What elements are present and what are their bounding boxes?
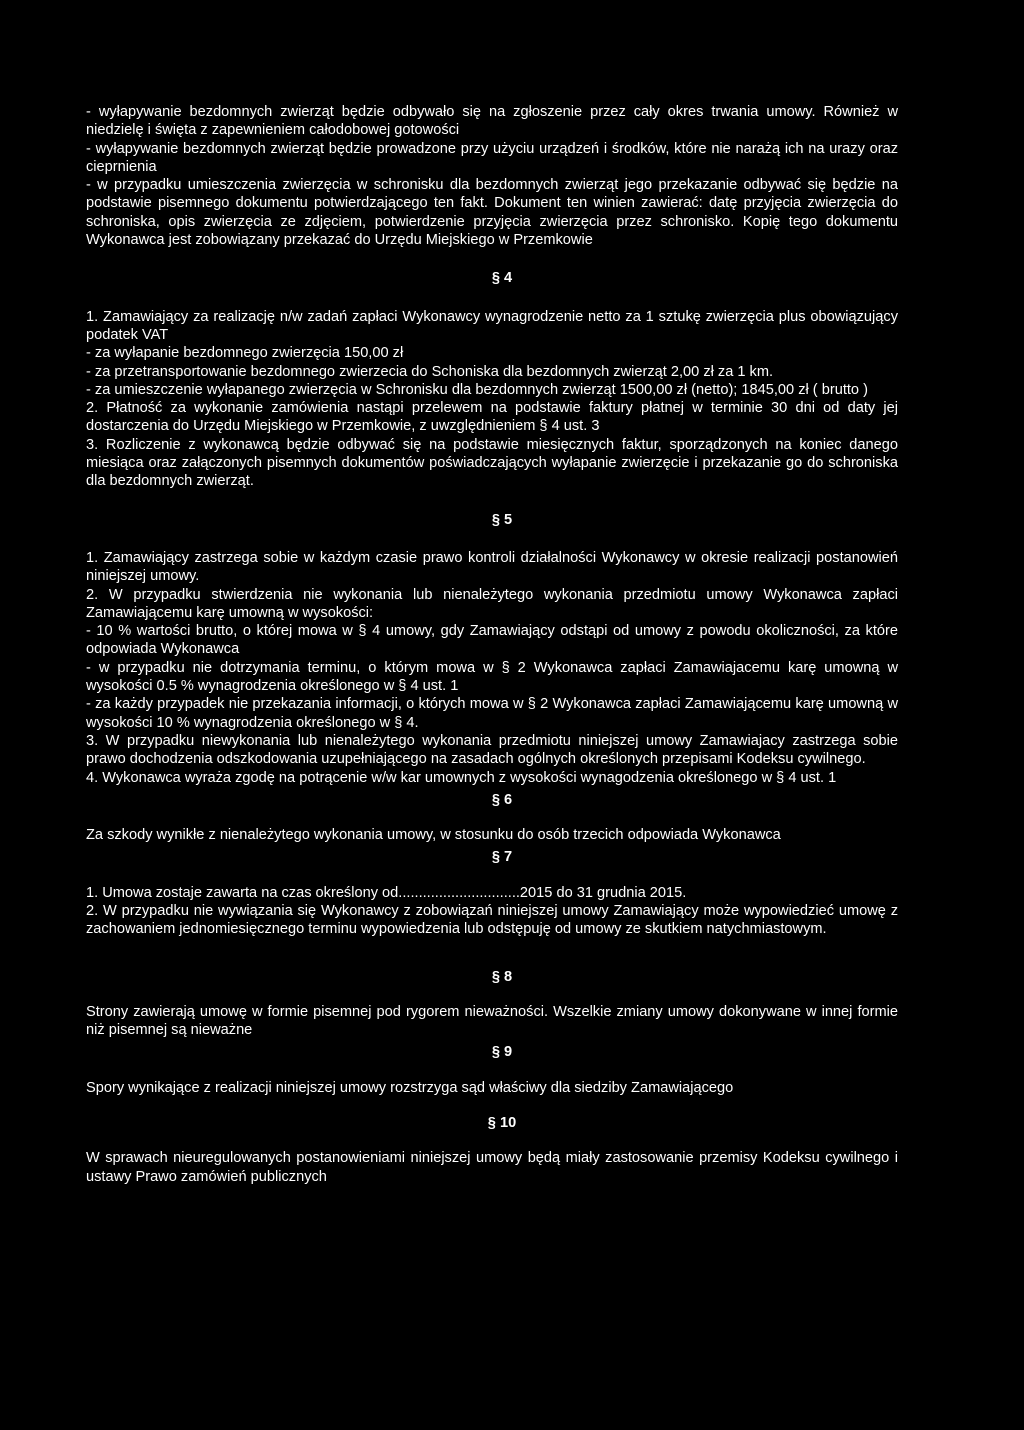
section-8-paragraph: Strony zawierają umowę w formie pisemnej pod rygorem nieważności. Wszelkie zmiany umowy dokonywane w innej formie niż pisemnej są nieważne <box>86 1003 898 1039</box>
section-4-paragraph: - za przetransportowanie bezdomnego zwierzecia do Schoniska dla bezdomnych zwierząt 2,00 zł za 1 km. <box>86 363 774 380</box>
section-4-paragraph: 3. Rozliczenie z wykonawcą będzie odbywać się na podstawie miesięcznych faktur, sporządzonych na koniec danego miesiąca oraz załączonych pisemnych dokumentów poświadczających wyłapanie zwierzęcie i przekazanie go do schroniska dla bezdomnych zwierząt. <box>86 436 898 490</box>
section-5-paragraph: - za każdy przypadek nie przekazania informacji, o których mowa w § 2 Wykonawca zapłaci Zamawiającemu karę umowną w wysokości 10 % wynagrodzenia określonego w § 4. <box>86 696 898 731</box>
intro-paragraph: - wyłapywanie bezdomnych zwierząt będzie odbywało się na zgłoszenie przez cały okres trwania umowy. Również w niedzielę i święta z zapewnieniem całodobowej gotowości <box>86 104 898 139</box>
intro-paragraph: - wyłapywanie bezdomnych zwierząt będzie prowadzone przy użyciu urządzeń i środków, które nie narażą ich na urazy oraz cieprnienia <box>86 140 898 175</box>
section-heading-5: § 5 <box>491 511 513 528</box>
section-6-paragraph: Za szkody wynikłe z nienależytego wykonania umowy, w stosunku do osób trzecich odpowiada Wykonawca <box>86 827 781 844</box>
section-9-paragraph: Spory wynikające z realizacji niniejszej umowy rozstrzyga sąd właściwy dla siedziby Zamawiającego <box>86 1079 734 1096</box>
section-5-paragraph: - w przypadku nie dotrzymania terminu, o którym mowa w § 2 Wykonawca zapłaci Zamawiajacemu karę umowną w wysokości 0.5 % wynagrodzenia określonego w § 4 ust. 1 <box>86 659 898 695</box>
section-5-paragraph: 3. W przypadku niewykonania lub nienależytego wykonania przedmiotu niniejszej umowy Zamawiajacy zastrzega sobie prawo dochodzenia odszkodowania uzupełniającego na zasadach ogólnych określonych przepisami Kodeksu cywilnego. <box>86 732 898 768</box>
section-5-paragraph: 4. Wykonawca wyraża zgodę na potrącenie w/w kar umownych z wysokości wynagodzenia określonego w § 4 ust. 1 <box>86 769 837 786</box>
section-heading-9: § 9 <box>491 1044 513 1061</box>
document-page <box>86 103 898 1186</box>
section-heading-4: § 4 <box>491 270 513 287</box>
intro-paragraph: - w przypadku umieszczenia zwierzęcia w schronisku dla bezdomnych zwierząt jego przekazanie odbywać się będzie na podstawie pisemnego dokumentu potwierdzającego ten fakt. Dokument ten winien zawierać: datę przyjęcia zwierzęcia do schroniska, opis zwierzęcia ze zdjęciem, potwierdzenie przyjęcia zwierzęcia przez schronisko. Kopię tego dokumentu Wykonawca jest zobowiązany przekazać do Urzędu Miejskiego w Przemkowie <box>86 177 898 249</box>
section-10-paragraph: W sprawach nieuregulowanych postanowieniami niniejszej umowy będą miały zastosowanie przemisy Kodeksu cywilnego i ustawy Prawo zamówień publicznych <box>86 1150 898 1185</box>
section-5-paragraph: 1. Zamawiający zastrzega sobie w każdym czasie prawo kontroli działalności Wykonawcy w okresie realizacji postanowień niniejszej umowy. <box>86 549 898 585</box>
section-heading-6: § 6 <box>491 791 513 808</box>
section-4-paragraph: - za wyłapanie bezdomnego zwierzęcia 150,00 zł <box>86 345 404 362</box>
section-7-paragraph: 1. Umowa zostaje zawarta na czas określony od..............................2015 do 31 grudnia 2015. <box>86 884 687 901</box>
section-4-paragraph: 1. Zamawiający za realizację n/w zadań zapłaci Wykonawcy wynagrodzenie netto za 1 sztukę zwierzęcia plus obowiązujący podatek VAT <box>86 308 898 343</box>
section-5-paragraph: - 10 % wartości brutto, o której mowa w § 4 umowy, gdy Zamawiający odstąpi od umowy z powodu okoliczności, za które odpowiada Wykonawca <box>86 623 898 658</box>
section-heading-8: § 8 <box>491 968 513 985</box>
section-4-paragraph: - za umieszczenie wyłapanego zwierzęcia w Schronisku dla bezdomnych zwierząt 1500,00 zł (netto); 1845,00 zł ( brutto ) <box>86 381 868 398</box>
section-heading-10: § 10 <box>487 1115 517 1132</box>
section-7-paragraph: 2. W przypadku nie wywiązania się Wykonawcy z zobowiązań niniejszej umowy Zamawiający może wypowiedzieć umowę z zachowaniem jednomiesięcznego terminu wypowiedzenia lub odstępuję od umowy ze skutkiem natychmiastowym. <box>86 902 898 938</box>
section-4-paragraph: 2. Płatność za wykonanie zamówienia nastąpi przelewem na podstawie faktury płatnej w terminie 30 dni od daty jej dostarczenia do Urzędu Miejskiego w Przemkowie, z uwzględnieniem § 4 ust. 3 <box>86 400 898 435</box>
section-heading-7: § 7 <box>491 849 513 866</box>
section-5-paragraph: 2. W przypadku stwierdzenia nie wykonania lub nienależytego wykonania przedmiotu umowy Wykonawca zapłaci Zamawiającemu karę umowną w wysokości: <box>86 586 898 621</box>
